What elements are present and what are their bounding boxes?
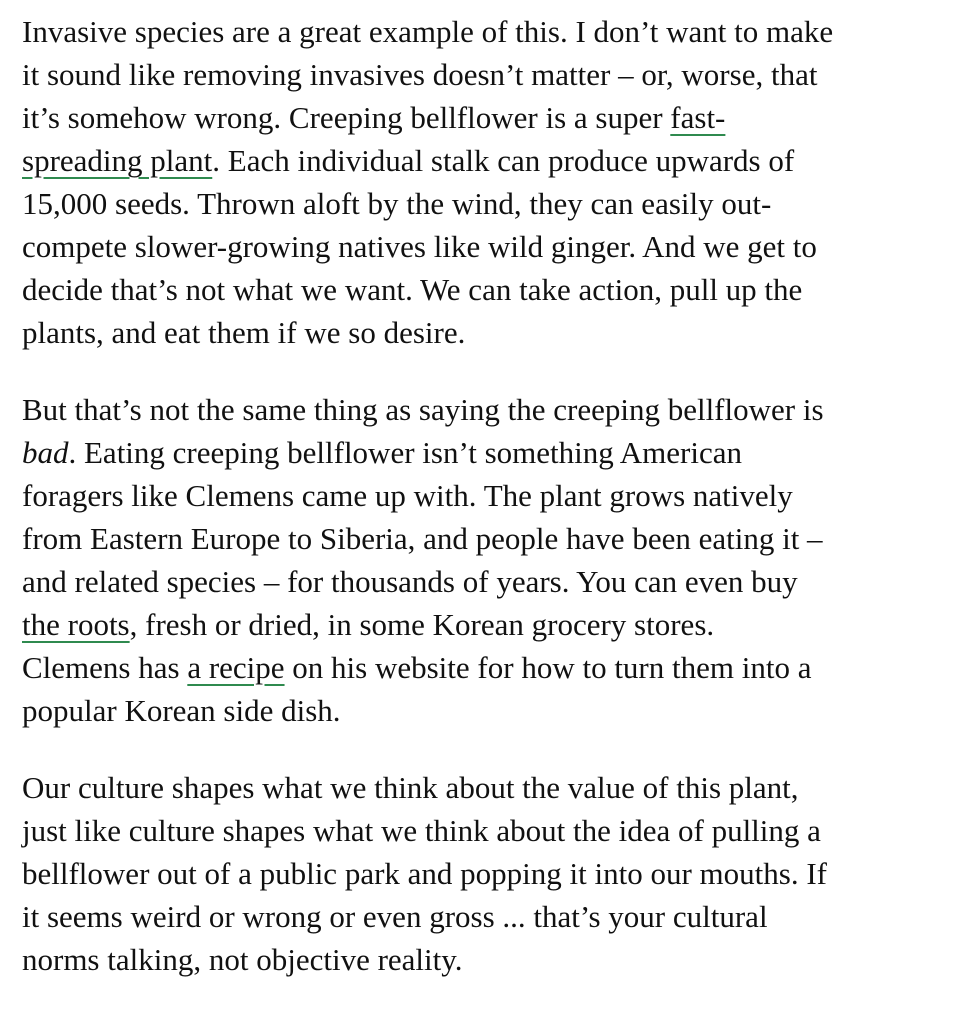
article-body: [22, 0, 934, 1015]
link-a-recipe[interactable]: a recipe: [187, 650, 285, 685]
text-segment: . Each individual stalk can produce upwards of: [212, 143, 795, 178]
text-line: foragers like Clemens came up with. The plant grows natively: [22, 478, 793, 513]
emphasis-text: bad: [22, 435, 69, 470]
text-line: [22, 646, 934, 689]
text-line: from Eastern Europe to Siberia, and people have been eating it –: [22, 521, 823, 556]
text-line: it sound like removing invasives doesn’t matter – or, worse, that: [22, 57, 818, 92]
paragraph-culture: [22, 766, 934, 981]
text-segment: it’s somehow wrong. Creeping bellflower is a super: [22, 100, 671, 135]
link-fast-spreading-plant[interactable]: fast-: [670, 100, 726, 135]
link-fast-spreading-plant-cont[interactable]: spreading plant: [22, 143, 213, 178]
text-line: But that’s not the same thing as saying the creeping bellflower is: [22, 392, 824, 427]
text-line: it seems weird or wrong or even gross ... that’s your cultural: [22, 899, 768, 934]
paragraph-invasive-species: [22, 10, 934, 354]
text-line: Invasive species are a great example of this. I don’t want to make: [22, 14, 834, 49]
text-line: compete slower-growing natives like wild ginger. And we get to: [22, 229, 817, 264]
text-line: 15,000 seeds. Thrown aloft by the wind, they can easily out-: [22, 186, 772, 221]
text-line: just like culture shapes what we think about the idea of pulling a: [22, 813, 821, 848]
text-line: and related species – for thousands of years. You can even buy: [22, 564, 798, 599]
text-line: [22, 96, 934, 139]
text-line: [22, 431, 934, 474]
text-line: decide that’s not what we want. We can take action, pull up the: [22, 272, 803, 307]
text-segment: . Eating creeping bellflower isn’t something American: [68, 435, 742, 470]
text-line: [22, 603, 934, 646]
text-segment: , fresh or dried, in some Korean grocery stores.: [129, 607, 715, 642]
text-line: popular Korean side dish.: [22, 693, 341, 728]
text-line: Our culture shapes what we think about the value of this plant,: [22, 770, 799, 805]
link-the-roots[interactable]: the roots: [22, 607, 130, 642]
text-line: plants, and eat them if we so desire.: [22, 315, 466, 350]
text-line: norms talking, not objective reality.: [22, 942, 463, 977]
text-segment: on his website for how to turn them into a: [284, 650, 812, 685]
paragraph-bellflower-bad: [22, 388, 934, 732]
text-line: [22, 139, 934, 182]
text-line: bellflower out of a public park and popping it into our mouths. If: [22, 856, 827, 891]
text-segment: Clemens has: [22, 650, 188, 685]
